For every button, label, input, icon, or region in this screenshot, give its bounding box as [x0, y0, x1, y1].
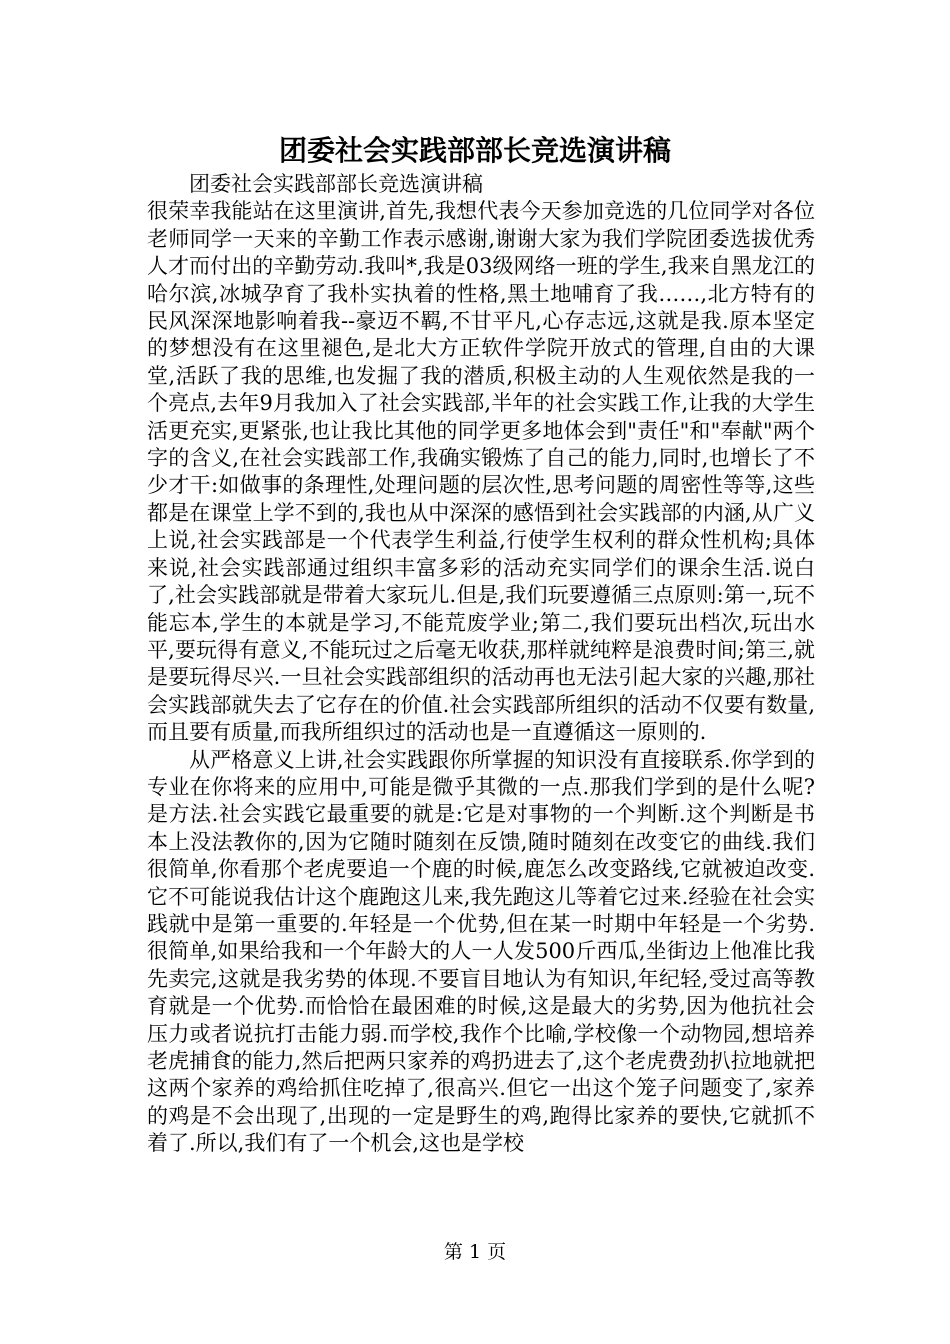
document-title: 团委社会实践部部长竞选演讲稿 [278, 134, 671, 167]
subtitle-line: 团委社会实践部部长竞选演讲稿 [189, 172, 483, 196]
document-body [147, 171, 815, 1158]
paragraph-1: 很荣幸我能站在这里演讲,首先,我想代表今天参加竞选的几位同学对各位老师同学一天来的辛勤工作表示感谢,谢谢大家为我们学院团委选拔优秀人才而付出的辛勤劳动.我叫*,我是03级网络一班的学生,我来自黑龙江的哈尔滨,冰城孕育了我朴实执着的性格,黑土地哺育了我……,北方特有的民风深深地影响着我--豪迈不羁,不甘平凡,心存志远,这就是我.原本坚定的梦想没有在这里褪色,是北大方正软件学院开放式的管理,自由的大课堂,活跃了我的思维,也发掘了我的潜质,积极主动的人生观依然是我的一个亮点,去年9月我加入了社会实践部,半年的社会实践工作,让我的大学生活更充实,更紧张,也让我比其他的同学更多地体会到"责任"和"奉献"两个字的含义,在社会实践部工作,我确实锻炼了自己的能力,同时,也增长了不少才干:如做事的条理性,处理问题的层次性,思考问题的周密性等等,这些都是在课堂上学不到的,我也从中深深的感悟到社会实践部的内涵,从广义上说,社会实践部是一个代表学生利益,行使学生权利的群众性机构;具体来说,社会实践部通过组织丰富多彩的活动充实同学们的课余生活.说白了,社会实践部就是带着大家玩儿.但是,我们玩要遵循三点原则:第一,玩不能忘本,学生的本就是学习,不能荒废学业;第二,我们要玩出档次,玩出水平,要玩得有意义,不能玩过之后毫无收获,那样就纯粹是浪费时间;第三,就是要玩得尽兴.一旦社会实践部组织的活动再也无法引起大家的兴趣,那社会实践部就失去了它存在的价值.社会实践部所组织的活动不仅要有数量,而且要有质量,而我所组织过的活动也是一直遵循这一原则的. [147, 199, 815, 745]
page-number: 第 1 页 [443, 1241, 507, 1263]
paragraph-2: 从严格意义上讲,社会实践跟你所掌握的知识没有直接联系.你学到的专业在你将来的应用中,可能是微乎其微的一点.那我们学到的是什么呢?是方法.社会实践它最重要的就是:它是对事物的一个判断.这个判断是书本上没法教你的,因为它随时随刻在反馈,随时随刻在改变它的曲线.我们很简单,你看那个老虎要追一个鹿的时候,鹿怎么改变路线,它就被迫改变.它不可能说我估计这个鹿跑这儿来,我先跑这儿等着它过来.经验在社会实践就中是第一重要的.年轻是一个优势,但在某一时期中年轻是一个劣势.很简单,如果给我和一个年龄大的人一人发500斤西瓜,坐街边上他准比我先卖完,这就是我劣势的体现.不要盲目地认为有知识,年纪轻,受过高等教育就是一个优势.而恰恰在最困难的时候,这是最大的劣势,因为他抗社会压力或者说抗打击能力弱.而学校,我作个比喻,学校像一个动物园,想培养老虎捕食的能力,然后把两只家养的鸡扔进去了,这个老虎费劲扒拉地就把这两个家养的鸡给抓住吃掉了,很高兴.但它一出这个笼子问题变了,家养的鸡是不会出现了,出现的一定是野生的鸡,跑得比家养的要快,它就抓不着了.所以,我们有了一个机会,这也是学校 [147, 747, 815, 1156]
